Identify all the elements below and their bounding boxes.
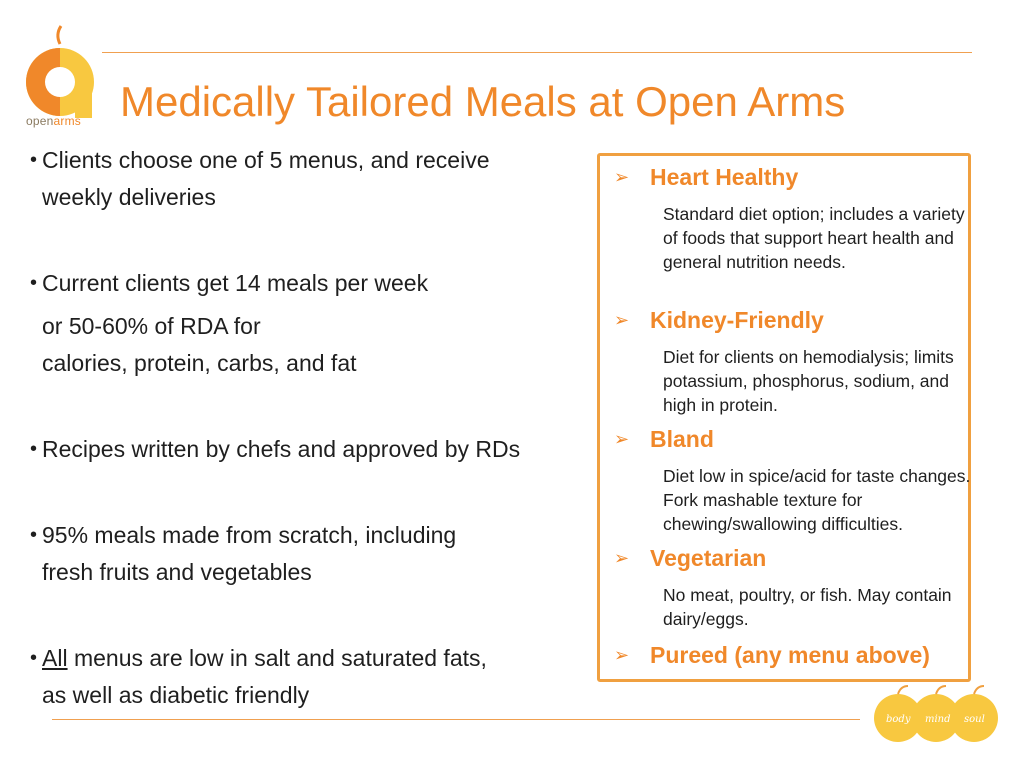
fruit-label-soul: soul [964, 714, 985, 725]
bottom-divider [52, 719, 860, 720]
arrow-bullet-icon: ➢ [614, 548, 630, 568]
arrow-bullet-icon: ➢ [614, 167, 630, 187]
logo-wordmark: openarms [26, 114, 81, 128]
arrow-bullet-icon: ➢ [614, 310, 630, 330]
body-mind-soul-badge [872, 682, 1002, 746]
top-divider [102, 52, 972, 53]
bullet-menus: • Clients choose one of 5 menus, and receive weekly deliveries [30, 147, 490, 210]
arrow-bullet-icon: ➢ [614, 429, 630, 449]
bullet-meals: • Current clients get 14 meals per week or 50-60% of RDA for calories, protein, carbs, and fat [30, 270, 429, 376]
page-title: Medically Tailored Meals at Open Arms [120, 78, 846, 125]
menu-options-box: ➢ Heart Healthy Standard diet option; includes a variety of foods that support heart health and general nutrition needs. ➢ Kidney-Friendly Diet for clients on hemodialysis; limits potassium, phosphorus, sodium, and high in protein. ➢ Bland Diet low in spice/acid for taste changes. Fork mashable texture for chewing/swallowing difficulties. ➢ Vegetarian No meat, poultry, or fish. May contain dairy/eggs. ➢ Pureed (any menu above) [597, 153, 971, 682]
fruit-label-mind: mind [925, 714, 951, 725]
arrow-bullet-icon: ➢ [614, 645, 630, 665]
bullet-scratch: • 95% meals made from scratch, including fresh fruits and vegetables [30, 522, 457, 585]
fruit-label-body: body [886, 714, 911, 725]
bullet-recipes: • Recipes written by chefs and approved by RDs [30, 436, 521, 462]
bullet-low-salt: • All menus are low in salt and saturated fats, as well as diabetic friendly [30, 645, 487, 708]
